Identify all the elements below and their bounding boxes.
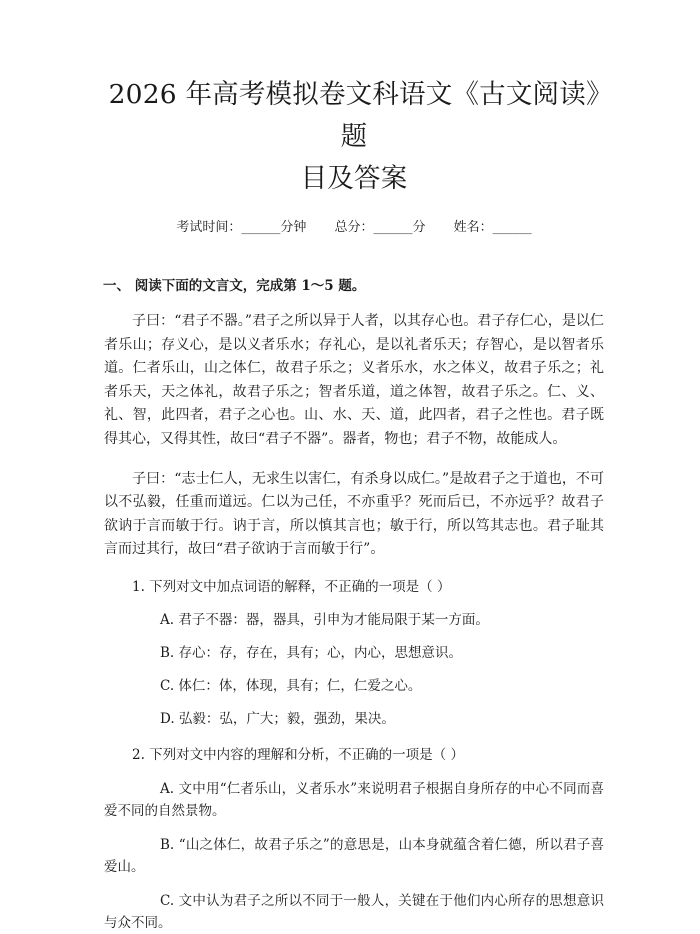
question-2-option-b: B. “山之体仁，故君子乐之”的意思是，山本身就蕴含着仁德，所以君子喜爱山。 bbox=[104, 836, 604, 875]
question-2-stem: 2. 下列对文中内容的理解和分析，不正确的一项是（ ） bbox=[132, 746, 464, 763]
passage-paragraph-2: 子曰：“志士仁人，无求生以害仁，有杀身以成仁。”是故君子之于道也，不可以不弘毅，任重而道远。仁以为己任，不亦重乎？死而后已，不亦远乎？故君子欲讷于言而敏于行。讷于言，所以慎其言也；敏于行，所以笃其志也。君子耻其言而过其行，故曰“君子欲讷于言而敏于行”。 bbox=[104, 470, 604, 558]
section-heading: 一、 阅读下面的文言文，完成第 1～5 题。 bbox=[103, 278, 366, 294]
student-name: 姓名：______ bbox=[453, 220, 532, 235]
exam-time: 考试时间：______分钟 bbox=[176, 220, 307, 235]
page-title bbox=[104, 74, 604, 200]
question-1-option-b: B. 存心：存，存在，具有；心，内心，思想意识。 bbox=[160, 644, 463, 661]
question-1-stem: 1. 下列对文中加点词语的解释，不正确的一项是（ ） bbox=[132, 578, 451, 595]
exam-score: 总分：______分 bbox=[334, 220, 426, 235]
question-1-option-c: C. 体仁：体，体现，具有；仁，仁爱之心。 bbox=[160, 677, 422, 694]
passage-paragraph-1: 子曰：“君子不器。”君子之所以异于人者，以其存心也。君子存仁心，是以仁者乐山；存义心，是以义者乐水；存礼心，是以礼者乐天；存智心，是以智者乐道。仁者乐山，山之体仁，故君子乐之；义者乐水，水之体义，故君子乐之；礼者乐天，天之体礼，故君子乐之；智者乐道，道之体智，故君子乐之。仁、义、礼、智，此四者，君子之心也。山、水、天、道，此四者，君子之性也。君子既得其心，又得其性，故曰“君子不器”。器者，物也；君子不物，故能成人。 bbox=[104, 313, 604, 447]
question-2-option-a: A. 文中用“仁者乐山，义者乐水”来说明君子根据自身所存的中心不同而喜爱不同的自然景物。 bbox=[104, 780, 604, 819]
title-line-2: 目及答案 bbox=[300, 163, 408, 194]
question-1-option-d: D. 弘毅：弘，广大；毅，强劲，果决。 bbox=[160, 710, 395, 727]
title-line-1: 2026 年高考模拟卷文科语文《古文阅读》题 bbox=[108, 79, 600, 152]
question-2-option-c: C. 文中认为君子之所以不同于一般人，关键在于他们内心所存的思想意识与众不同。 bbox=[104, 892, 604, 931]
exam-info bbox=[104, 218, 604, 238]
question-1-option-a: A. 君子不器：器，器具，引申为才能局限于某一方面。 bbox=[160, 611, 489, 628]
